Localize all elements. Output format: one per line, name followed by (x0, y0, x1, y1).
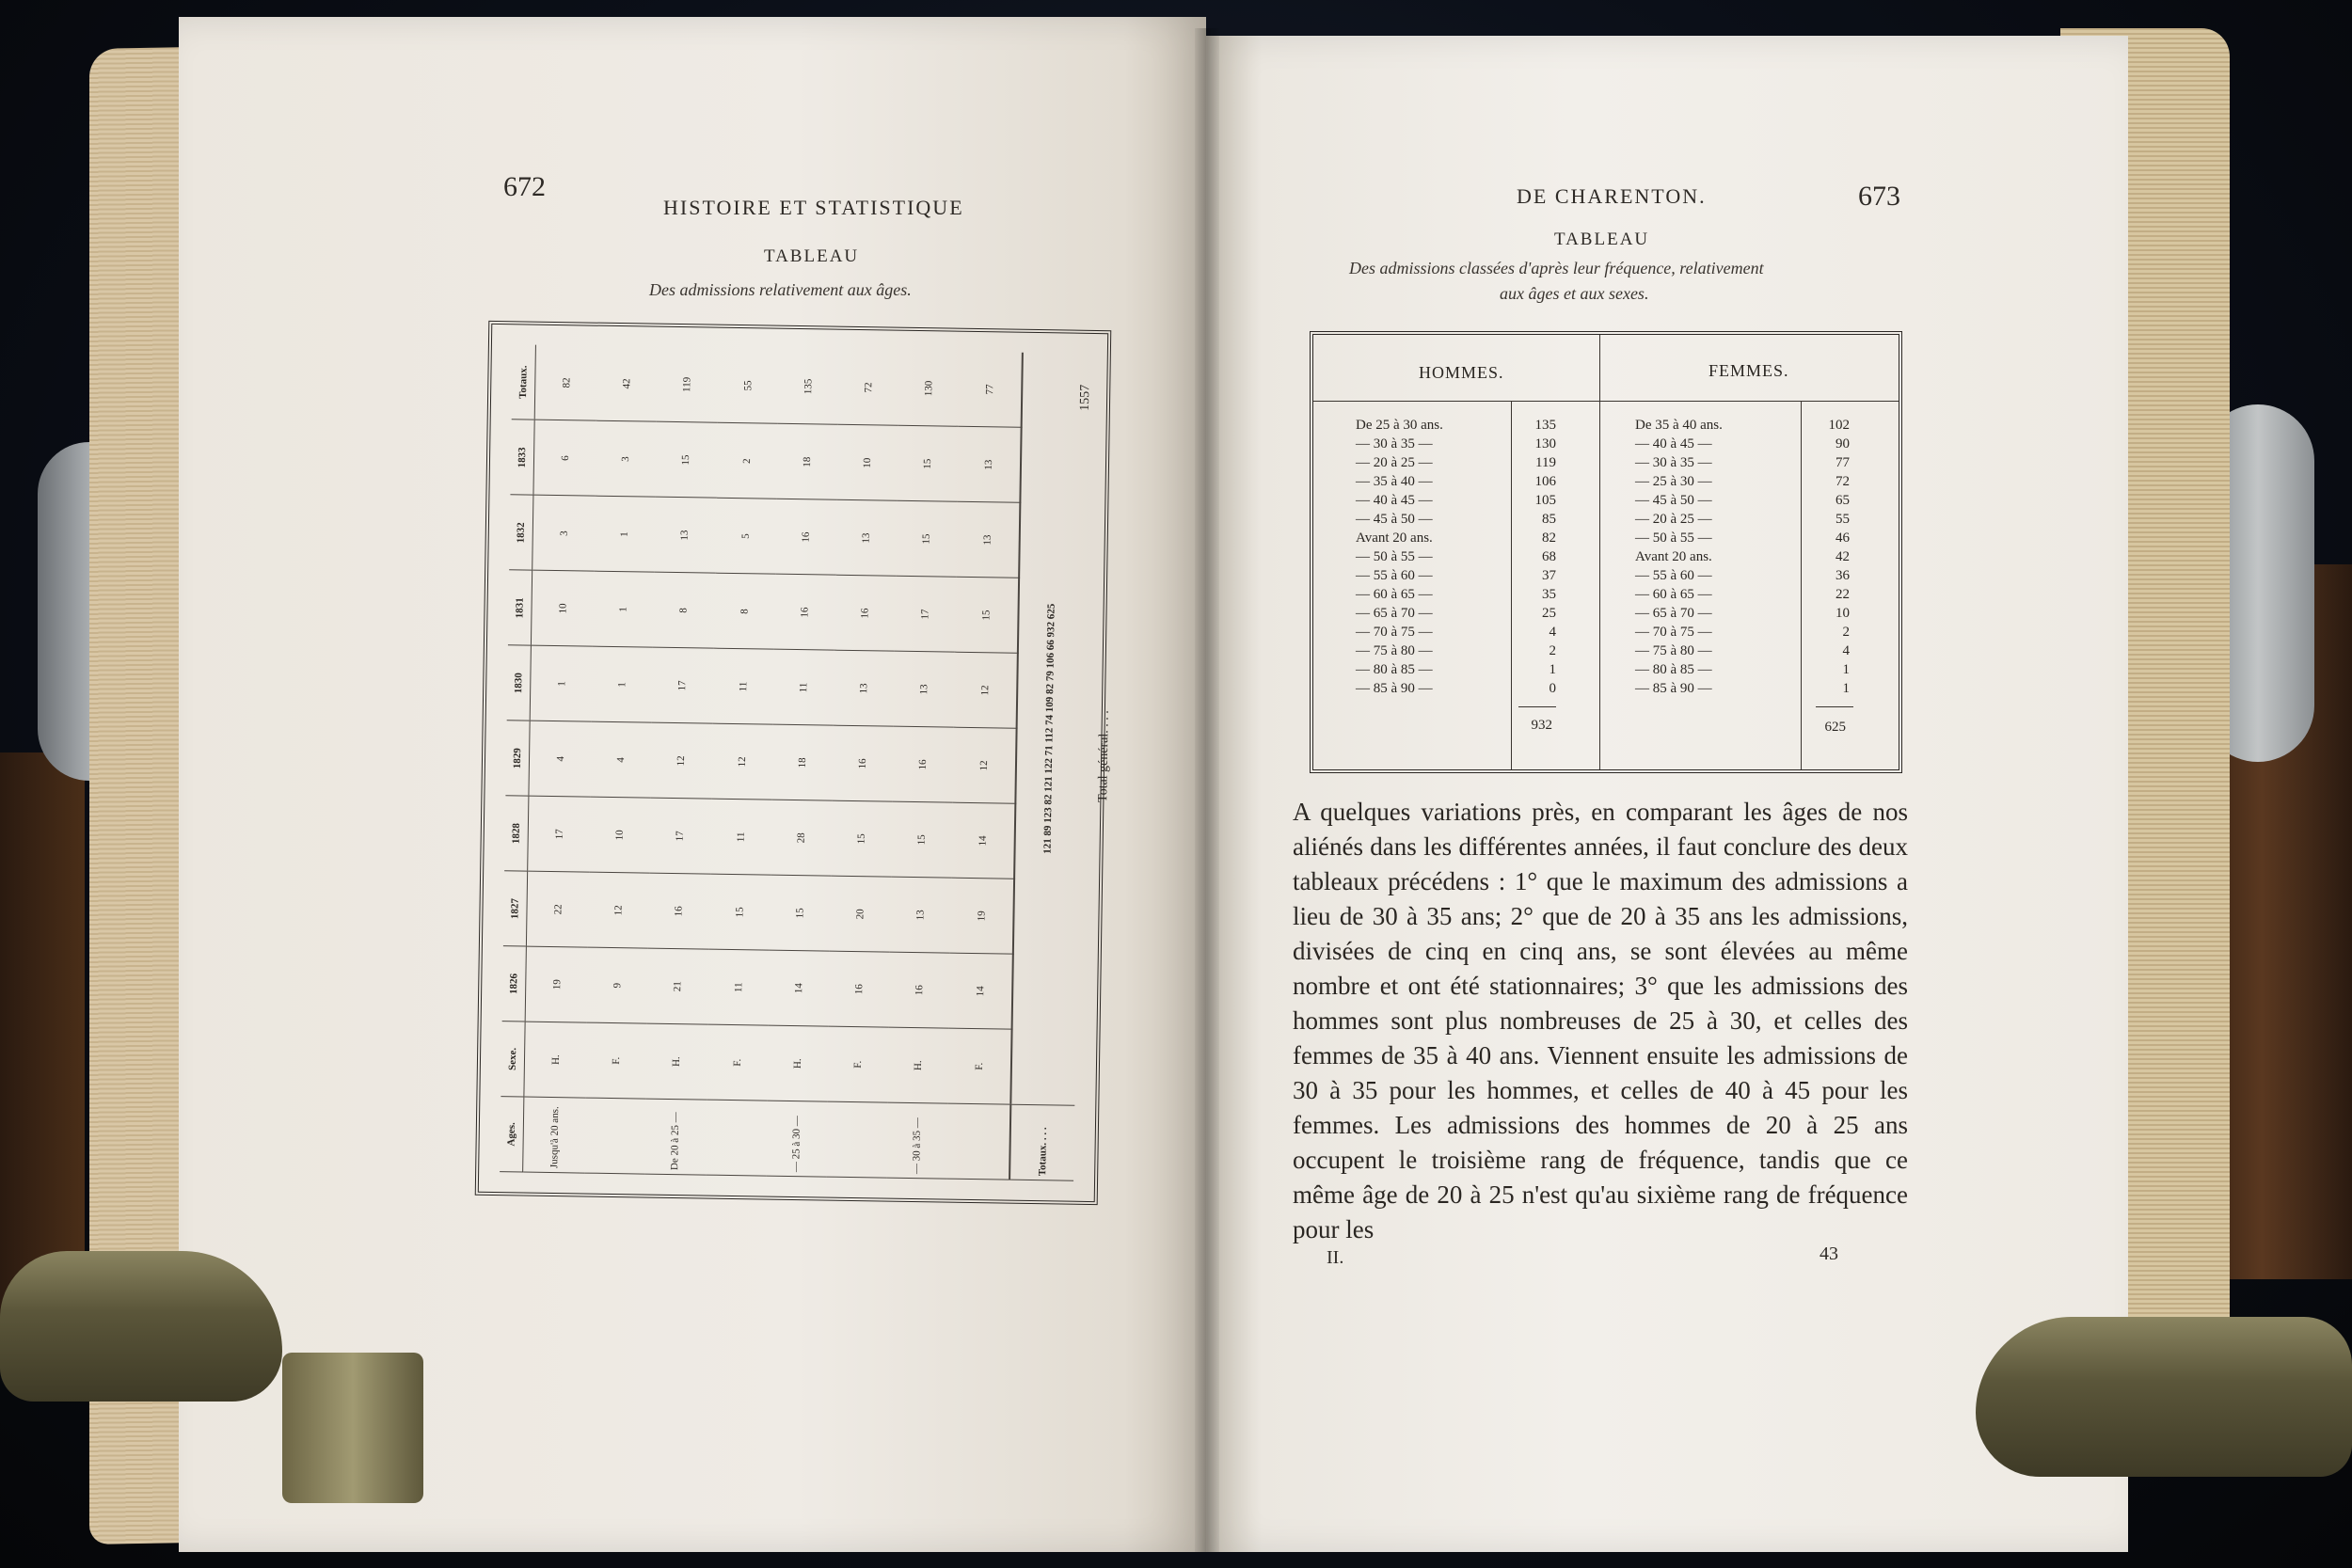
brass-hand-left (0, 1251, 282, 1402)
men-age-label: — 40 à 45 — (1356, 493, 1433, 508)
count-cell: 13 (833, 650, 894, 726)
count-cell: 6 (533, 420, 596, 497)
age-cell (706, 1100, 767, 1176)
left-running-head: HISTOIRE ET STATISTIQUE (663, 196, 964, 219)
women-count: 1 (1842, 681, 1850, 696)
count-cell: 13 (956, 502, 1021, 578)
totals-row (1010, 353, 1087, 1180)
count-cell: 14 (768, 950, 829, 1026)
count-cell: 16 (834, 576, 896, 652)
count-cell: 12 (588, 872, 649, 948)
count-cell: 16 (832, 725, 893, 801)
women-count: 77 (1836, 455, 1850, 470)
men-count: 0 (1549, 681, 1556, 696)
ages-table-col-header: 1826 (502, 946, 527, 1022)
women-age-label: — 40 à 45 — (1635, 436, 1712, 451)
women-count: 55 (1836, 512, 1850, 527)
men-age-label: — 50 à 55 — (1356, 549, 1433, 564)
left-table-title: TABLEAU (764, 246, 860, 266)
count-cell: 3 (596, 421, 657, 498)
men-total: 932 (1531, 718, 1552, 733)
men-count: 25 (1542, 606, 1556, 621)
count-cell: 16 (892, 726, 953, 802)
count-cell: 16 (774, 575, 835, 651)
right-table-subtitle-1: Des admissions classées d'après leur fréquence, relativement (1349, 259, 1764, 277)
count-cell: 12 (952, 727, 1017, 803)
ages-table-col-header: 1829 (505, 721, 530, 796)
count-cell: 14 (951, 802, 1016, 879)
women-total: 625 (1824, 720, 1846, 735)
brass-cuff-left (282, 1353, 423, 1503)
count-cell: 15 (955, 578, 1020, 654)
women-age-label: Avant 20 ans. (1635, 549, 1712, 564)
age-cell: — 30 à 35 — (886, 1102, 947, 1179)
count-cell: 28 (771, 800, 832, 876)
count-cell: 11 (712, 648, 773, 724)
sex-cell: H. (646, 1023, 707, 1100)
women-header: FEMMES. (1708, 361, 1789, 380)
men-count: 85 (1542, 512, 1556, 527)
right-page-number: 673 (1858, 181, 1900, 212)
men-header: HOMMES. (1419, 363, 1504, 382)
men-age-label: — 35 à 40 — (1356, 474, 1433, 489)
ages-table-col-header: Totaux. (512, 344, 536, 420)
men-count: 135 (1534, 418, 1556, 433)
women-count: 1 (1842, 662, 1850, 677)
wooden-furniture-left (0, 752, 85, 1317)
sex-cell: F. (827, 1026, 888, 1102)
women-count: 72 (1836, 474, 1850, 489)
count-cell: 15 (656, 422, 717, 499)
women-age-label: — 70 à 75 — (1635, 625, 1712, 640)
count-cell: 1 (530, 645, 593, 721)
count-cell: 18 (776, 424, 837, 500)
brass-hand-right (1976, 1317, 2352, 1477)
age-cell (826, 1101, 887, 1178)
frequency-table (1310, 331, 1902, 773)
ages-table-col-header: 1828 (504, 796, 529, 871)
count-cell: 10 (589, 797, 650, 873)
sex-cell: H. (767, 1025, 828, 1101)
ages-table-col-header: 1830 (507, 645, 532, 721)
women-age-label: De 35 à 40 ans. (1635, 418, 1723, 433)
count-cell: 11 (772, 649, 834, 725)
age-cell: Jusqu'à 20 ans. (523, 1097, 586, 1173)
women-age-label: — 25 à 30 — (1635, 474, 1712, 489)
count-cell: 55 (717, 348, 778, 424)
count-cell: 22 (526, 871, 589, 947)
women-age-label: — 30 à 35 — (1635, 455, 1712, 470)
count-cell: 20 (830, 876, 891, 952)
count-cell: 18 (771, 724, 833, 800)
count-cell: 12 (954, 653, 1019, 729)
women-count: 90 (1836, 436, 1850, 451)
women-age-label: — 50 à 55 — (1635, 531, 1712, 546)
count-cell: 15 (896, 501, 957, 578)
right-table-subtitle-2: aux âges et aux sexes. (1500, 284, 1649, 303)
count-cell: 11 (710, 799, 771, 875)
ages-table-col-header: Sexe. (501, 1022, 525, 1097)
count-cell: 10 (836, 425, 898, 501)
men-count: 106 (1534, 474, 1556, 489)
count-cell: 11 (707, 949, 769, 1025)
count-cell: 4 (591, 721, 652, 798)
ages-table-frame (475, 321, 1112, 1205)
women-count: 22 (1836, 587, 1850, 602)
men-count: 130 (1534, 436, 1556, 451)
women-count: 4 (1842, 643, 1850, 658)
men-count: 68 (1542, 549, 1556, 564)
women-age-label: — 45 à 50 — (1635, 493, 1712, 508)
men-count: 105 (1534, 493, 1556, 508)
sex-cell: F. (586, 1022, 647, 1099)
count-cell: 135 (777, 349, 838, 425)
count-cell: 16 (648, 873, 709, 949)
women-count: 102 (1828, 418, 1850, 433)
men-count: 37 (1542, 568, 1556, 583)
men-sum-rule (1518, 706, 1556, 707)
count-cell: 119 (657, 347, 718, 423)
women-age-label: — 65 à 70 — (1635, 606, 1712, 621)
men-age-label: — 65 à 70 — (1356, 606, 1433, 621)
women-number-divider (1801, 401, 1802, 769)
body-paragraph: A quelques variations près, en comparant les âges de nos aliénés dans les différentes années, il faut conclure des deux tableaux précédens : 1° que le maximum des admissions a lieu de 30 à 35 ans; 2° que de 20 à 35 ans les admissions, divisées de cinq en cinq ans, se sont élevées au même nombre et ont été stationnaires; 3° que les admissions des hommes sont plus nombreuses de 25 à 30, et celles des femmes de 35 à 40 ans. Viennent ensuite les admissions de 30 à 35 pour les hommes, et celles de 40 à 45 pour les femmes. Les admissions des hommes de 20 à 25 ans occupent le troisième rang de fréquence, tandis que ce même âge de 20 à 25 n'est qu'au sixième rang de fréquence pour les (1293, 798, 1908, 1243)
ages-table (500, 344, 1087, 1180)
count-cell: 21 (647, 948, 708, 1024)
count-cell: 2 (716, 423, 777, 499)
count-cell: 15 (769, 875, 830, 951)
age-cell: — 25 à 30 — (766, 1101, 827, 1177)
men-age-label: — 80 à 85 — (1356, 662, 1433, 677)
grand-total-value: 1557 (1077, 384, 1093, 411)
left-table-subtitle: Des admissions relativement aux âges. (649, 280, 912, 299)
count-cell: 15 (897, 426, 958, 502)
ages-table-col-header: 1832 (509, 495, 533, 570)
women-age-label: — 80 à 85 — (1635, 662, 1712, 677)
count-cell: 1 (593, 572, 654, 648)
men-age-label: De 25 à 30 ans. (1356, 418, 1443, 433)
men-age-label: — 30 à 35 — (1356, 436, 1433, 451)
count-cell: 13 (835, 500, 897, 577)
grand-total-label: Total général. . . . (1096, 710, 1112, 803)
ages-table-body (523, 345, 1087, 1181)
count-cell: 42 (596, 346, 658, 422)
age-cell (584, 1098, 645, 1174)
count-cell: 13 (655, 498, 716, 574)
women-age-label: — 55 à 60 — (1635, 568, 1712, 583)
women-count: 46 (1836, 531, 1850, 546)
count-cell: 8 (713, 574, 774, 650)
women-age-label: — 75 à 80 — (1635, 643, 1712, 658)
count-cell: 82 (534, 345, 597, 421)
sex-cell: H. (524, 1022, 587, 1098)
count-cell: 15 (831, 800, 892, 877)
count-cell: 13 (890, 877, 951, 953)
count-cell: 16 (775, 499, 836, 576)
book-gutter (1195, 28, 1219, 1552)
women-age-label: — 60 à 65 — (1635, 587, 1712, 602)
women-age-label: — 85 à 90 — (1635, 681, 1712, 696)
count-cell: 15 (708, 874, 770, 950)
sex-cell: F. (947, 1028, 1012, 1104)
count-cell: 19 (525, 946, 588, 1022)
count-cell: 77 (959, 352, 1024, 428)
count-cell: 8 (653, 573, 714, 649)
men-age-label: — 70 à 75 — (1356, 625, 1433, 640)
men-age-label: — 85 à 90 — (1356, 681, 1433, 696)
count-cell: 15 (891, 801, 952, 878)
men-count: 119 (1535, 455, 1556, 470)
count-cell: 1 (592, 646, 653, 722)
women-count: 10 (1836, 606, 1850, 621)
signature-mark: II. (1327, 1247, 1344, 1268)
count-cell: 12 (711, 723, 772, 800)
count-cell: 5 (715, 499, 776, 575)
men-age-label: — 20 à 25 — (1356, 455, 1433, 470)
count-cell: 13 (957, 427, 1022, 503)
women-sum-rule (1816, 706, 1853, 707)
ages-table-col-header: 1831 (508, 570, 532, 645)
sex-cell: H. (887, 1027, 948, 1103)
count-cell: 13 (893, 652, 954, 728)
age-cell (946, 1103, 1011, 1180)
signature-number: 43 (1820, 1243, 1838, 1264)
men-count: 82 (1542, 531, 1556, 546)
left-page-number: 672 (503, 171, 546, 202)
men-age-label: Avant 20 ans. (1356, 531, 1433, 546)
men-age-label: — 75 à 80 — (1356, 643, 1433, 658)
count-cell: 19 (950, 878, 1015, 954)
sex-cell: F. (707, 1024, 768, 1101)
count-cell: 12 (651, 722, 712, 799)
ages-table-rotated (500, 344, 1087, 1180)
men-count: 35 (1542, 587, 1556, 602)
ages-table-col-header: 1833 (510, 420, 534, 495)
header-rule (1313, 401, 1899, 402)
count-cell: 14 (949, 953, 1014, 1029)
men-count: 2 (1549, 643, 1556, 658)
count-cell: 10 (531, 570, 594, 646)
count-cell: 17 (652, 647, 713, 723)
age-cell: De 20 à 25 — (645, 1099, 707, 1175)
men-age-label: — 55 à 60 — (1356, 568, 1433, 583)
men-count: 1 (1549, 662, 1556, 677)
women-count: 36 (1836, 568, 1850, 583)
count-cell: 17 (528, 796, 591, 872)
count-cell: 9 (587, 947, 648, 1023)
women-count: 42 (1836, 549, 1850, 564)
men-count: 4 (1549, 625, 1556, 640)
ages-table-col-header: Ages. (500, 1097, 524, 1172)
count-cell: 17 (895, 577, 956, 653)
men-age-label: — 60 à 65 — (1356, 587, 1433, 602)
count-cell: 4 (529, 721, 592, 797)
women-age-label: — 20 à 25 — (1635, 512, 1712, 527)
count-cell: 16 (828, 951, 889, 1027)
count-cell: 3 (532, 496, 596, 572)
women-count: 65 (1836, 493, 1850, 508)
ages-table-col-header: 1827 (503, 871, 528, 946)
count-cell: 72 (837, 350, 898, 426)
count-cell: 16 (888, 952, 949, 1028)
women-count: 2 (1842, 625, 1850, 640)
totals-label: Totaux. . . . (1010, 1104, 1075, 1180)
count-cell: 1 (594, 497, 655, 573)
right-table-title: TABLEAU (1554, 230, 1650, 249)
count-cell: 17 (650, 798, 711, 874)
count-cell: 130 (898, 351, 959, 427)
totals-values: 121 89 123 82 121 122 71 112 74 109 82 79 106 66 932 625 (1011, 353, 1087, 1106)
right-running-head: DE CHARENTON. (1517, 184, 1707, 208)
men-age-label: — 45 à 50 — (1356, 512, 1433, 527)
